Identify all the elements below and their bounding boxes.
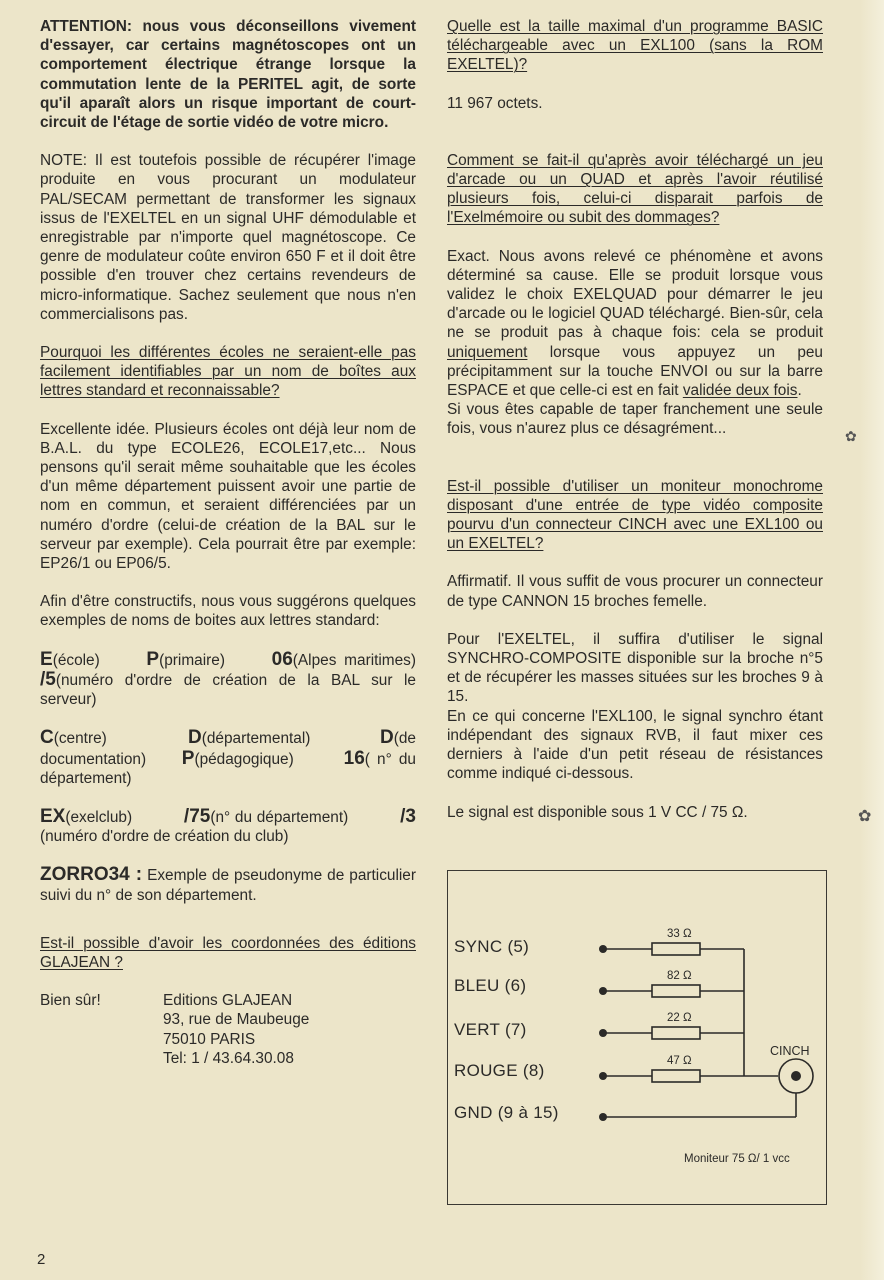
example-letter: 16 <box>343 747 365 769</box>
answer-label: Bien sûr! <box>40 992 101 1010</box>
example-text: Exemple de pseudonyme de particulier suivi du n° de son département. <box>40 867 416 904</box>
question-exelmemoire: Comment se fait-il qu'après avoir téléchargé un jeu d'arcade ou un QUAD et après l'avoir réutilisé plusieurs fois, celui-ci disparait parfois de l'Exelmémoire ou subit des dommages? <box>447 151 823 227</box>
signal-label-rouge: ROUGE (8) <box>454 1061 545 1080</box>
example-letter: /75 <box>183 805 211 827</box>
answer-text: Exact. Nous avons relevé ce phénomène et avons déterminé sa cause. Elle se produit lorsque vous validez le choix EXELQUAD pour démarrer le jeu d'arcade ou le logiciel QUAD téléchargé. Bien-sûr, cela ne se produit pas à chaque fois: cela se produit <box>447 247 823 342</box>
wiring-diagram <box>447 870 827 1205</box>
example-text: (exelclub) <box>65 808 133 826</box>
question-school-mailbox: Pourquoi les différentes écoles ne seraient-elle pas facilement identifiables par un nom de boîtes aux lettres standard et reconnaissable? <box>40 344 416 400</box>
example-zorro <box>40 865 416 904</box>
address-line: 75010 PARIS <box>163 1030 256 1048</box>
signal-label-vert: VERT (7) <box>454 1020 527 1039</box>
right-column <box>447 17 823 822</box>
signal-label-sync: SYNC (5) <box>454 937 530 956</box>
example-text: (Alpes maritimes) <box>292 651 417 669</box>
scan-mark: ✿ <box>858 808 872 825</box>
example-letter: P <box>146 648 160 670</box>
answer-school-mailbox: Excellente idée. Plusieurs écoles ont déjà leur nom de B.A.L. du type ECOLE26, ECOLE17,etc... Nous pensons qu'il serait même souhaitable que les écoles d'un même département puissent avoir une partie de nom en commun, et seraient différenciées par un numéro d'ordre (celui-de création de la BAL sur le serveur par exemple). Cela pourrait être par exemple: EP26/1 ou EP06/5. <box>40 420 416 573</box>
address-line: Tel: 1 / 43.64.30.08 <box>163 1049 294 1067</box>
example-text: (numéro d'ordre de création du club) <box>40 828 289 846</box>
example-letter: D <box>188 727 202 749</box>
answer-monitor: Affirmatif. Il vous suffit de vous procurer un connecteur de type CANNON 15 broches femelle. <box>447 573 823 610</box>
example-letter: ZORRO34 : <box>40 864 143 886</box>
example-letter: /5 <box>40 668 56 690</box>
answer-text: lorsque vous appuyez un peu précipitamment sur la touche ENVOI ou sur la barre ESPACE et que celle-ci est en fait <box>447 343 823 400</box>
address-line: Editions GLAJEAN <box>163 992 293 1010</box>
signal-label-gnd: GND (9 à 15) <box>454 1103 559 1122</box>
example-ex75 <box>40 807 416 846</box>
answer-glajean <box>40 991 416 1068</box>
answer-exelmemoire <box>447 247 823 401</box>
example-text: (départemental) <box>201 730 311 748</box>
scan-mark: ✿ <box>845 428 857 444</box>
example-letter: D <box>380 727 394 749</box>
page-edge-shade <box>860 0 884 1280</box>
example-letter: EX <box>40 805 66 827</box>
example-text: (école) <box>52 651 100 669</box>
example-cdd <box>40 728 416 788</box>
resistor-label: 47 Ω <box>667 1055 692 1067</box>
answer-emphasis: validée deux fois <box>682 382 798 400</box>
question-monitor: Est-il possible d'utiliser un moniteur monochrome disposant d'une entrée de type vidéo composite pourvu d'un connecteur CINCH avec une EXL100 ou un EXELTEL? <box>447 477 823 553</box>
attention-paragraph: ATTENTION: nous vous déconseillons vivement d'essayer, car certains magnétoscopes ont un comportement électrique étrange lorsque la commutation lente de la PERITEL agit, de sorte qu'il aparaît alors un risque important de court-circuit de l'étage de sortie vidéo de votre micro. <box>40 18 416 132</box>
example-text: (centre) <box>53 730 107 748</box>
resistor-label: 33 Ω <box>667 928 692 940</box>
answer-basic-size: 11 967 octets. <box>447 94 543 112</box>
page-number: 2 <box>37 1251 46 1268</box>
address-line: 93, rue de Maubeuge <box>163 1011 310 1029</box>
example-letter: /3 <box>400 805 416 827</box>
answer-emphasis: uniquement <box>447 343 528 361</box>
example-text: (primaire) <box>159 651 225 669</box>
question-glajean: Est-il possible d'avoir les coordonnées des éditions GLAJEAN ? <box>40 934 416 971</box>
resistor-label: 82 Ω <box>667 970 692 982</box>
example-text: (n° du département) <box>210 808 349 826</box>
answer-exelmemoire-tip: Si vous êtes capable de taper franchement une seule fois, vous n'aurez plus ce désagrément... <box>447 401 823 438</box>
answer-suggestions-intro: Afin d'être constructifs, nous vous suggérons quelques exemples de noms de boites aux lettres standard: <box>40 593 416 630</box>
example-text: (numéro d'ordre de création de la BAL sur le serveur) <box>40 671 416 709</box>
example-letter: C <box>40 727 54 749</box>
example-text: (de documentation) <box>40 730 416 768</box>
answer-signal-level: Le signal est disponible sous 1 V CC / 75 Ω. <box>447 803 748 821</box>
example-letter: 06 <box>271 648 293 670</box>
resistor-label: 22 Ω <box>667 1012 692 1024</box>
answer-exeltel-signal: Pour l'EXELTEL, il suffira d'utiliser le signal SYNCHRO-COMPOSITE disponible sur la broche n°5 et de récupérer les masses situées sur les broches 9 à 15. <box>447 630 823 706</box>
question-basic-size: Quelle est la taille maximal d'un programme BASIC téléchargeable avec un EXL100 (sans la ROM EXELTEL)? <box>447 18 823 74</box>
example-text: ( n° du département) <box>40 750 416 787</box>
signal-label-bleu: BLEU (6) <box>454 976 527 995</box>
left-column <box>40 17 416 1068</box>
address-block <box>163 991 309 1068</box>
note-paragraph: NOTE: Il est toutefois possible de récupérer l'image produite en vous procurant un modulateur PAL/SECAM permettant de transformer les signaux issus de l'EXELTEL en un signal UHF démodulable et enregistrable par n'importe quel magnétoscope. Ce genre de modulateur coûte environ 650 F et il doit être possible d'en trouver chez certains revendeurs de micro-informatique. Sachez seulement que nous n'en commercialisons pas. <box>40 152 416 323</box>
example-ep06 <box>40 650 416 710</box>
example-text: (pédagogique) <box>194 750 294 768</box>
answer-exl100-signal: En ce qui concerne l'EXL100, le signal synchro étant indépendant des signaux RVB, il faut mixer ces derniers à l'aide d'un petit réseau de résistances comme indiqué ci-dessous. <box>447 707 823 783</box>
cinch-label: CINCH <box>770 1044 810 1058</box>
monitor-caption: Moniteur 75 Ω/ 1 vcc <box>684 1153 790 1165</box>
answer-text: . <box>797 382 802 400</box>
example-letter: E <box>40 648 53 670</box>
example-letter: P <box>181 747 195 769</box>
